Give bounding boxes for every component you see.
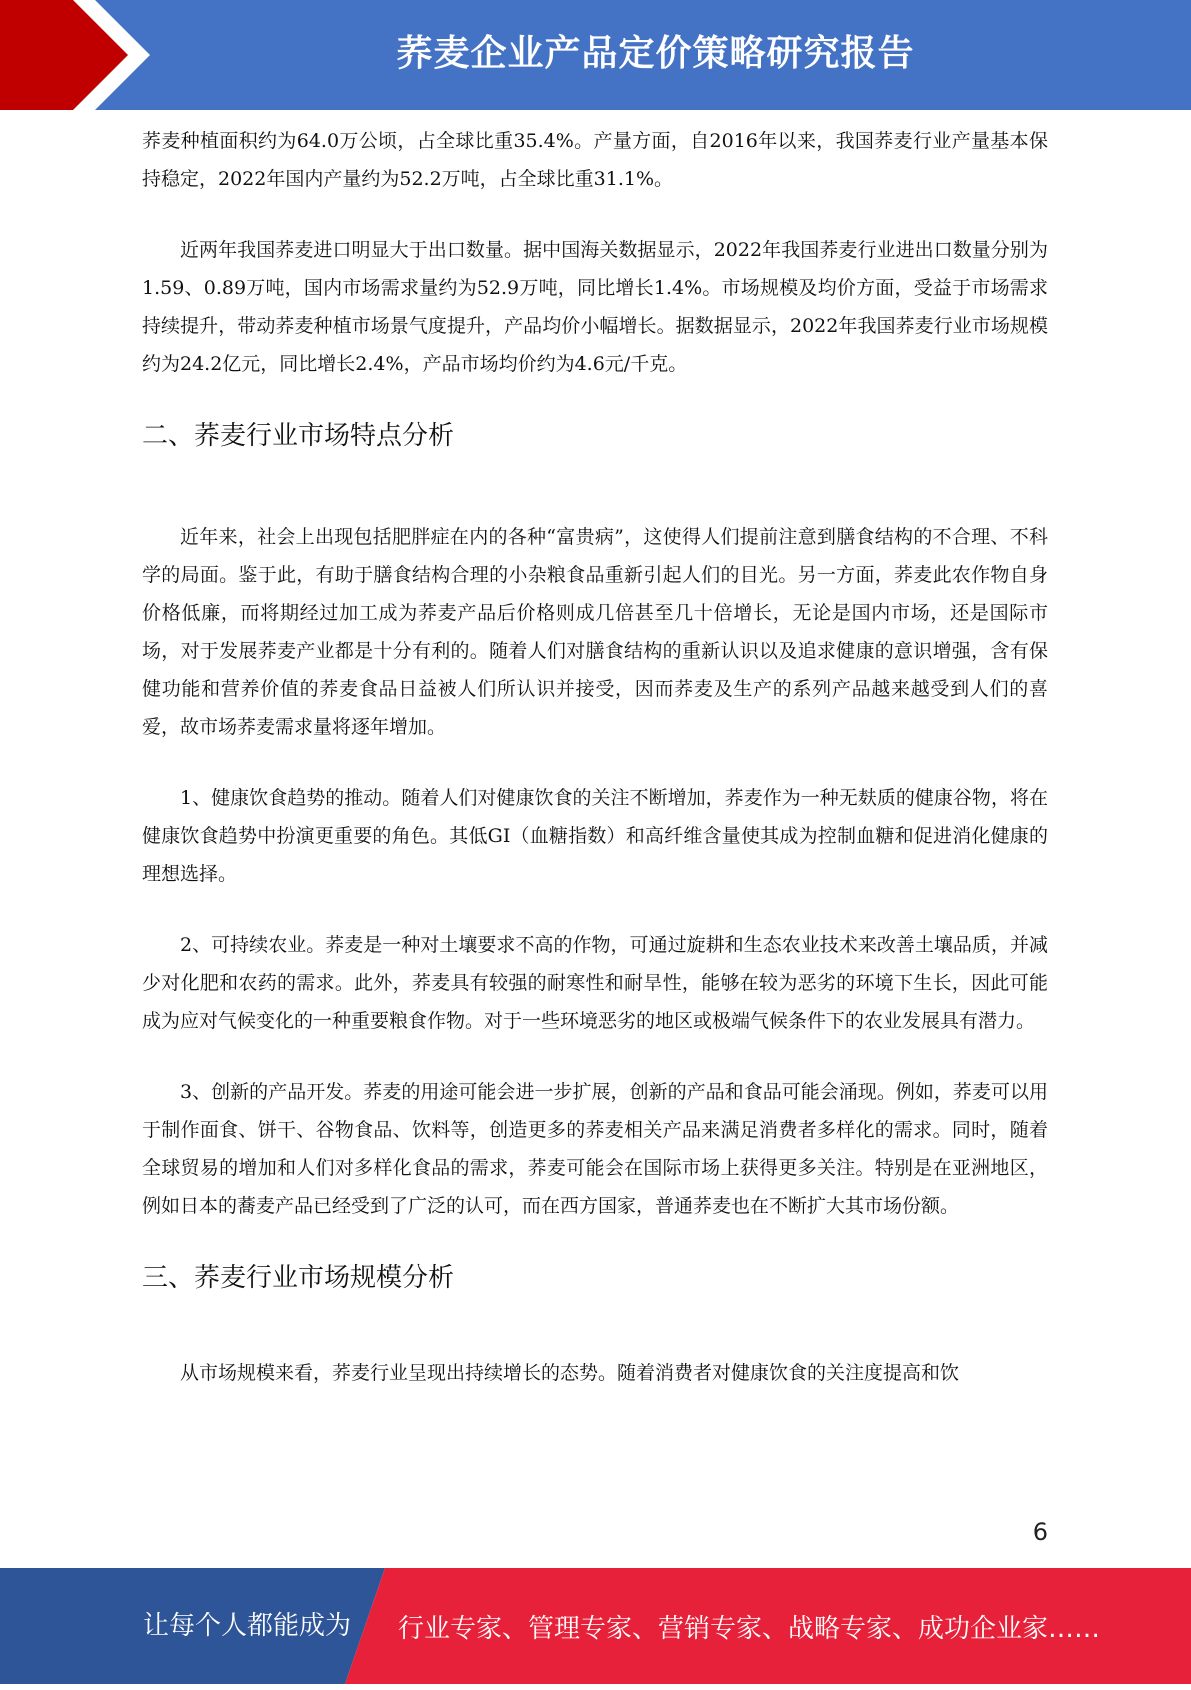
footer-slogan-left: 让每个人都能成为 bbox=[143, 1611, 352, 1641]
section-heading-market-size: 三、荞麦行业市场规模分析 bbox=[142, 1263, 455, 1293]
paragraph-product-innovation: 3、创新的产品开发。荞麦的用途可能会进一步扩展，创新的产品和食品可能会涌现。例如，荞麦可以用于制作面食、饼干、谷物食品、饮料等，创造更多的荞麦相关产品来满足消费者多样化的需求。同时，随着全球贸易的增加和人们对多样化食品的需求，荞麦可能会在国际市场上获得更多关注。特别是在亚洲地区，例如日本的蕎麦产品已经受到了广泛的认可，而在西方国家，普通荞麦也在不断扩大其市场份额。 bbox=[142, 1081, 1048, 1217]
section-heading-market-features: 二、荞麦行业市场特点分析 bbox=[142, 421, 455, 451]
page-footer bbox=[0, 1568, 1191, 1684]
paragraph-market-size: 从市场规模来看，荞麦行业呈现出持续增长的态势。随着消费者对健康饮食的关注度提高和饮 bbox=[180, 1362, 960, 1384]
paragraph-planting-area: 荞麦种植面积约为64.0万公顷，占全球比重35.4%。产量方面，自2016年以来，我国荞麦行业产量基本保持稳定，2022年国内产量约为52.2万吨，占全球比重31.1%。 bbox=[142, 130, 1048, 190]
paragraph-import-export: 近两年我国荞麦进口明显大于出口数量。据中国海关数据显示，2022年我国荞麦行业进出口数量分别为1.59、0.89万吨，国内市场需求量约为52.9万吨，同比增长1.4%。市场规模及均价方面，受益于市场需求持续提升，带动荞麦种植市场景气度提升，产品均价小幅增长。据数据显示，2022年我国荞麦行业市场规模约为24.2亿元，同比增长2.4%，产品市场均价约为4.6元/千克。 bbox=[142, 239, 1048, 375]
page-header bbox=[0, 0, 1191, 110]
report-title: 荞麦企业产品定价策略研究报告 bbox=[396, 33, 915, 74]
paragraph-sustainable-agriculture: 2、可持续农业。荞麦是一种对土壤要求不高的作物，可通过旋耕和生态农业技术来改善土壤品质，并减少对化肥和农药的需求。此外，荞麦具有较强的耐寒性和耐旱性，能够在较为恶劣的环境下生长，因此可能成为应对气候变化的一种重要粮食作物。对于一些环境恶劣的地区或极端气候条件下的农业发展具有潜力。 bbox=[142, 934, 1048, 1032]
page-content bbox=[142, 122, 1048, 1425]
paragraph-healthy-diet: 1、健康饮食趋势的推动。随着人们对健康饮食的关注不断增加，荞麦作为一种无麸质的健康谷物，将在健康饮食趋势中扮演更重要的角色。其低GI（血糖指数）和高纤维含量使其成为控制血糖和促进消化健康的理想选择。 bbox=[142, 787, 1048, 885]
footer-slogan-right: 行业专家、管理专家、营销专家、战略专家、成功企业家…… bbox=[398, 1614, 1101, 1644]
page-number: 6 bbox=[1032, 1518, 1048, 1546]
header-arrow-decoration bbox=[0, 0, 160, 110]
paragraph-market-features: 近年来，社会上出现包括肥胖症在内的各种“富贵病”，这使得人们提前注意到膳食结构的不合理、不科学的局面。鉴于此，有助于膳食结构合理的小杂粮食品重新引起人们的目光。另一方面，荞麦此农作物自身价格低廉，而将期经过加工成为荞麦产品后价格则成几倍甚至几十倍增长，无论是国内市场，还是国际市场，对于发展荞麦产业都是十分有利的。随着人们对膳食结构的重新认识以及追求健康的意识增强，含有保健功能和营养价值的荞麦食品日益被人们所认识并接受，因而荞麦及生产的系列产品越来越受到人们的喜爱，故市场荞麦需求量将逐年增加。 bbox=[142, 526, 1048, 738]
